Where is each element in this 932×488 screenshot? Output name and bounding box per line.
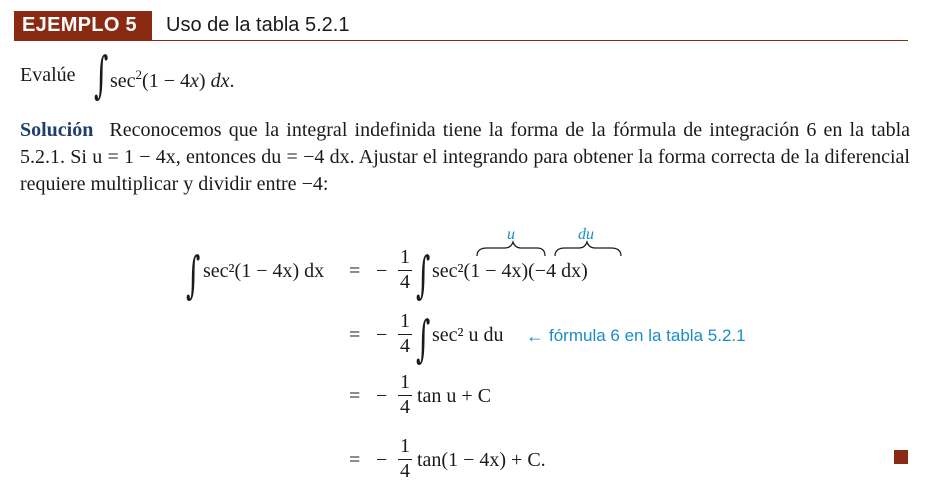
minus-sign: − <box>376 260 388 282</box>
integral-sign: ∫ <box>186 246 201 304</box>
overbraces <box>475 240 635 264</box>
problem-prefix: Evalúe <box>20 64 76 86</box>
step2-expression: sec² u du <box>432 324 504 346</box>
step1-expression: sec²(1 − 4x)(−4 dx) <box>432 260 588 282</box>
fraction-numerator: 1 <box>400 246 410 268</box>
formula-note: fórmula 6 en la tabla 5.2.1 <box>549 326 746 345</box>
problem-integrand <box>110 62 234 94</box>
end-of-example-square <box>894 450 908 464</box>
fraction-denominator: 4 <box>400 271 410 293</box>
equals-sign: = <box>349 449 361 471</box>
example-header <box>14 8 908 41</box>
example-badge: EJEMPLO 5 <box>14 11 152 40</box>
brace-label-u: u <box>507 226 515 243</box>
solution-text: Reconocemos que la integral indefinida tiene la forma de la fórmula de integración 6 en la tabla 5.2.1. Si u = 1 − 4x, entonces du = −4 dx. Ajustar el integrando para obtener la forma correcta de la diferencial requiere multiplicar y dividir entre −4: <box>20 119 910 195</box>
period: . <box>229 70 235 92</box>
equals-sign: = <box>349 260 361 282</box>
close-paren: ) <box>198 70 206 92</box>
brace-du <box>555 242 621 256</box>
solution-paragraph <box>20 117 910 198</box>
differential: dx <box>210 70 230 92</box>
step3-expression: tan u + C <box>417 385 492 407</box>
fraction-denominator: 4 <box>400 396 410 418</box>
arrow-icon: ← <box>526 326 544 346</box>
equals-sign: = <box>349 385 361 407</box>
fraction-numerator: 1 <box>400 310 410 332</box>
fraction-denominator: 4 <box>400 460 410 482</box>
minus-sign: − <box>376 449 388 471</box>
argument: (1 − 4 <box>142 70 190 92</box>
equals-sign: = <box>349 324 361 346</box>
brace-u <box>477 242 545 256</box>
fraction-numerator: 1 <box>400 435 410 457</box>
fraction-numerator: 1 <box>400 371 410 393</box>
solution-label: Solución <box>20 119 94 141</box>
lhs-expression: sec²(1 − 4x) dx <box>203 260 325 282</box>
exponent: 2 <box>135 67 143 82</box>
minus-sign: − <box>376 385 388 407</box>
variable-x: x <box>190 70 199 92</box>
integral-sign: ∫ <box>94 46 109 104</box>
step4-expression: tan(1 − 4x) + C. <box>417 449 546 471</box>
integral-sign: ∫ <box>416 246 431 304</box>
example-title: Uso de la tabla 5.2.1 <box>166 14 350 36</box>
sec-text: sec <box>110 70 136 92</box>
brace-label-du: du <box>578 226 594 243</box>
fraction-denominator: 4 <box>400 335 410 357</box>
integral-sign: ∫ <box>416 310 431 368</box>
minus-sign: − <box>376 324 388 346</box>
